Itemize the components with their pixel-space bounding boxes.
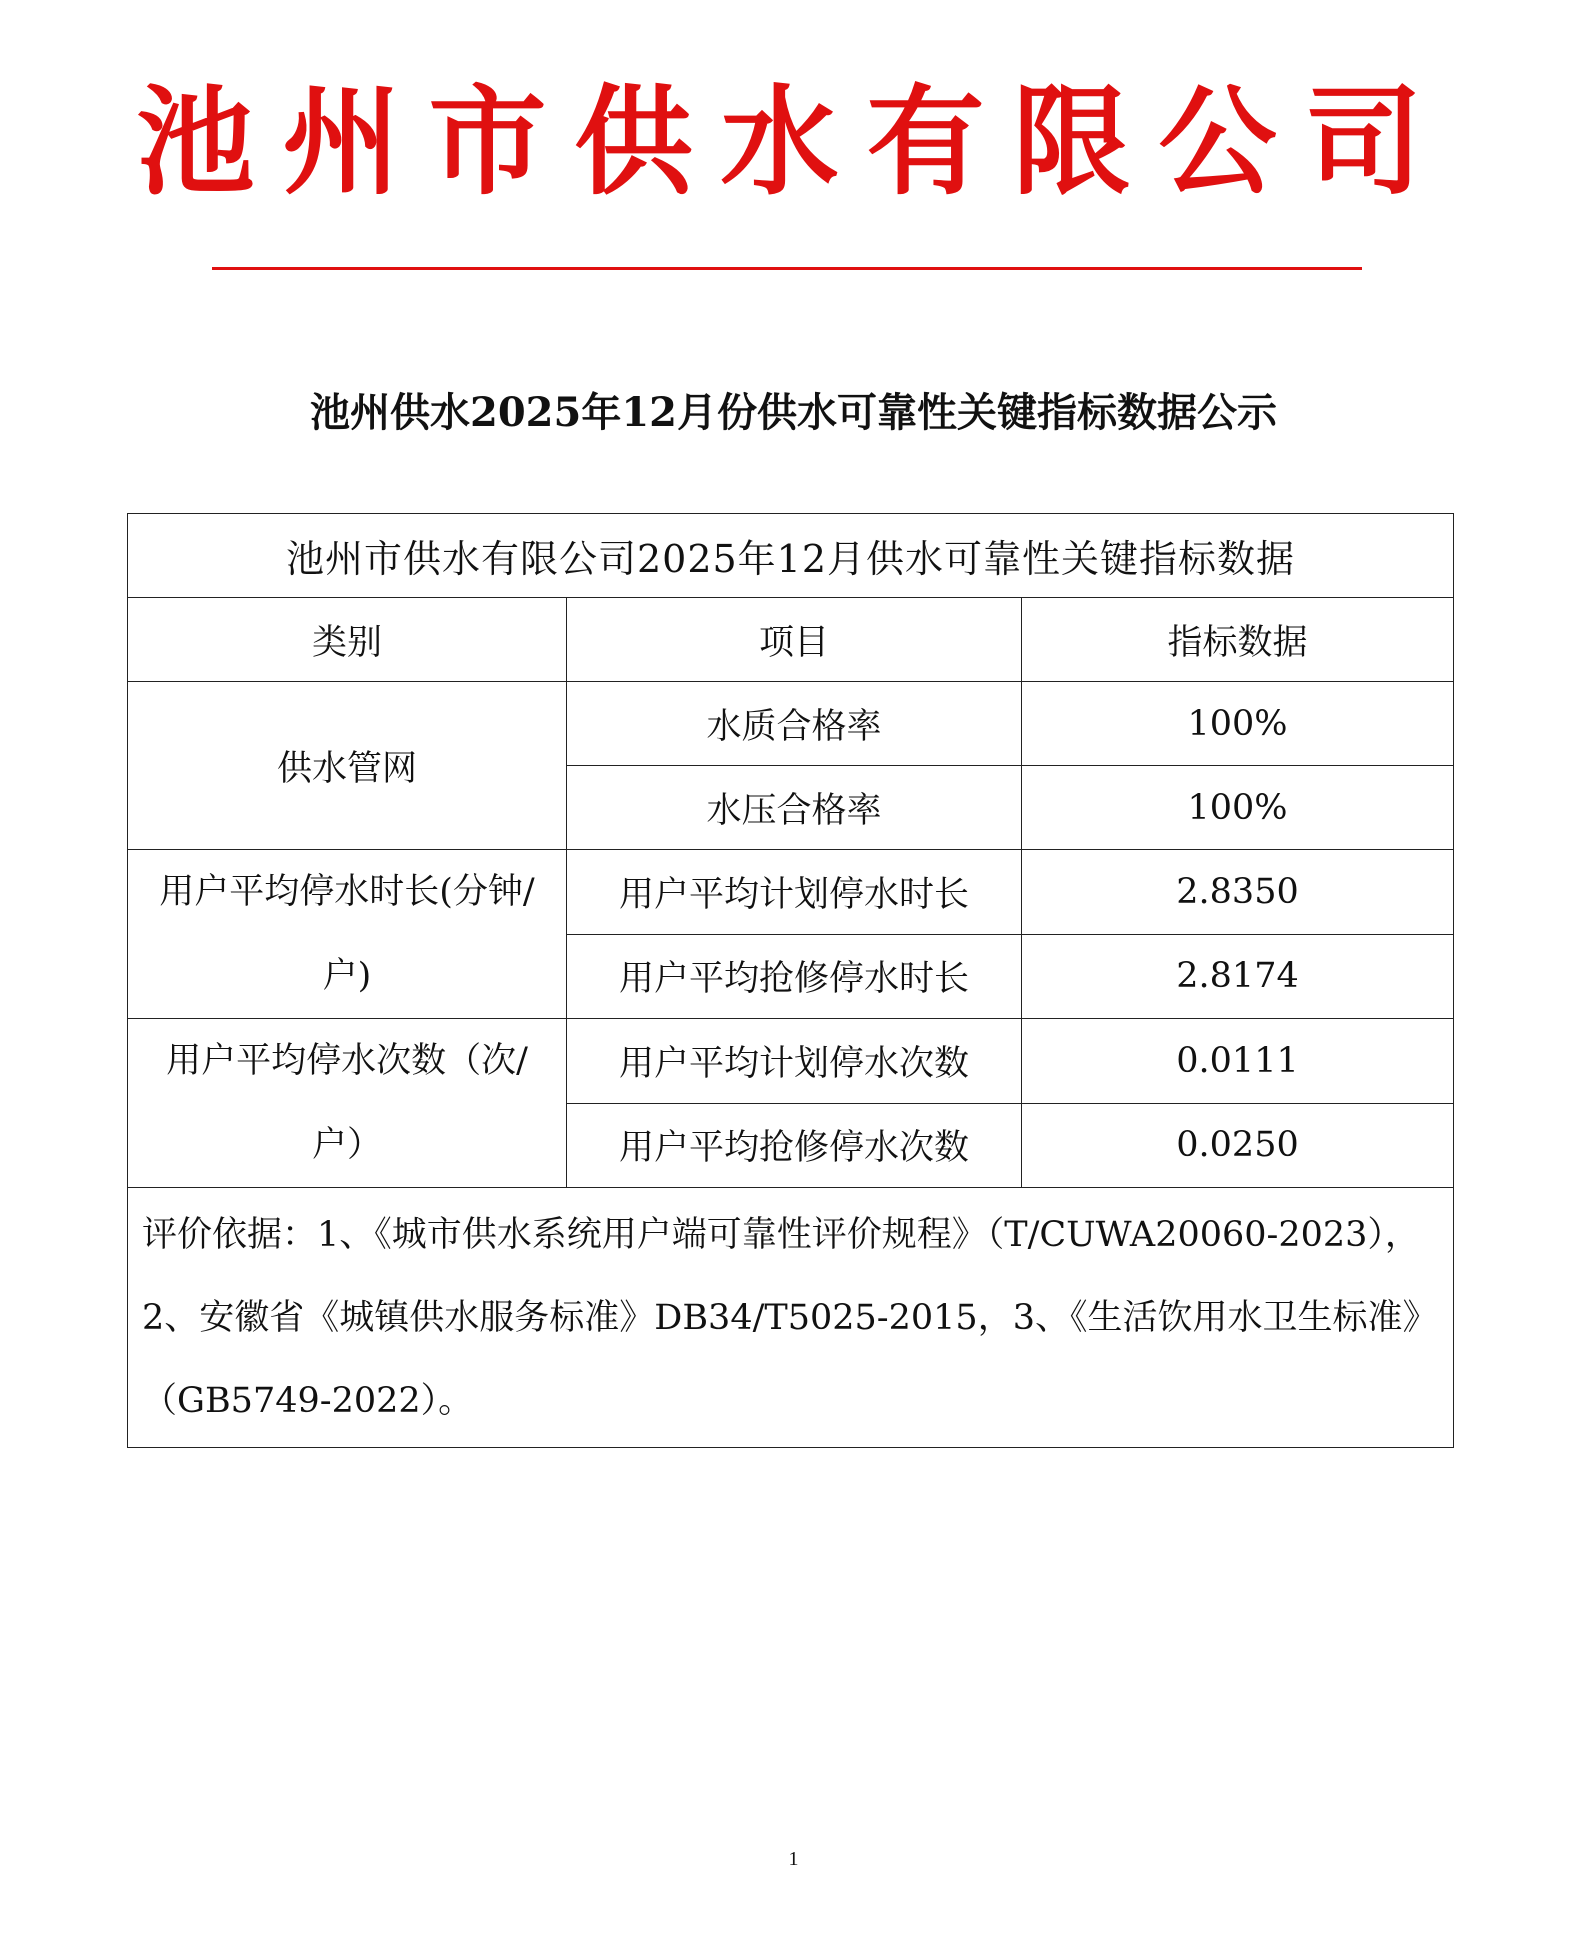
table-row <box>128 1019 1454 1104</box>
value-cell: 2.8350 <box>1022 850 1454 935</box>
item-cell: 用户平均计划停水时长 <box>567 850 1022 935</box>
value-cell: 0.0111 <box>1022 1019 1454 1104</box>
letterhead-company-name: 池州市供水有限公司 <box>136 72 1451 211</box>
evaluation-basis: 评价依据：1、《城市供水系统用户端可靠性评价规程》（T/CUWA20060-2023），2、安徽省《城镇供水服务标准》DB34/T5025-2015，3、《生活饮用水卫生标准》（GB5749-2022）。 <box>128 1188 1454 1448</box>
table-row <box>128 850 1454 935</box>
category-cell-outage-duration: 用户平均停水时长(分钟/户) <box>128 850 567 1019</box>
table-caption-row <box>128 514 1454 598</box>
item-cell: 用户平均计划停水次数 <box>567 1019 1022 1104</box>
indicator-table-container <box>127 513 1453 1448</box>
page-number: 1 <box>788 1848 799 1870</box>
indicator-table <box>127 513 1454 1448</box>
table-footnote-row <box>128 1188 1454 1448</box>
letterhead-red-rule <box>212 267 1362 270</box>
item-cell: 用户平均抢修停水时长 <box>567 934 1022 1019</box>
category-cell-network: 供水管网 <box>128 682 567 850</box>
header-value: 指标数据 <box>1022 598 1454 682</box>
value-cell: 100% <box>1022 766 1454 850</box>
document-title: 池州供水2025年12月份供水可靠性关键指标数据公示 <box>310 389 1277 436</box>
table-header-row <box>128 598 1454 682</box>
value-cell: 100% <box>1022 682 1454 766</box>
header-item: 项目 <box>567 598 1022 682</box>
category-cell-outage-count: 用户平均停水次数（次/户） <box>128 1019 567 1188</box>
table-row <box>128 682 1454 766</box>
table-caption: 池州市供水有限公司2025年12月供水可靠性关键指标数据 <box>128 514 1454 598</box>
value-cell: 0.0250 <box>1022 1103 1454 1188</box>
item-cell: 水质合格率 <box>567 682 1022 766</box>
header-category: 类别 <box>128 598 567 682</box>
item-cell: 用户平均抢修停水次数 <box>567 1103 1022 1188</box>
item-cell: 水压合格率 <box>567 766 1022 850</box>
value-cell: 2.8174 <box>1022 934 1454 1019</box>
